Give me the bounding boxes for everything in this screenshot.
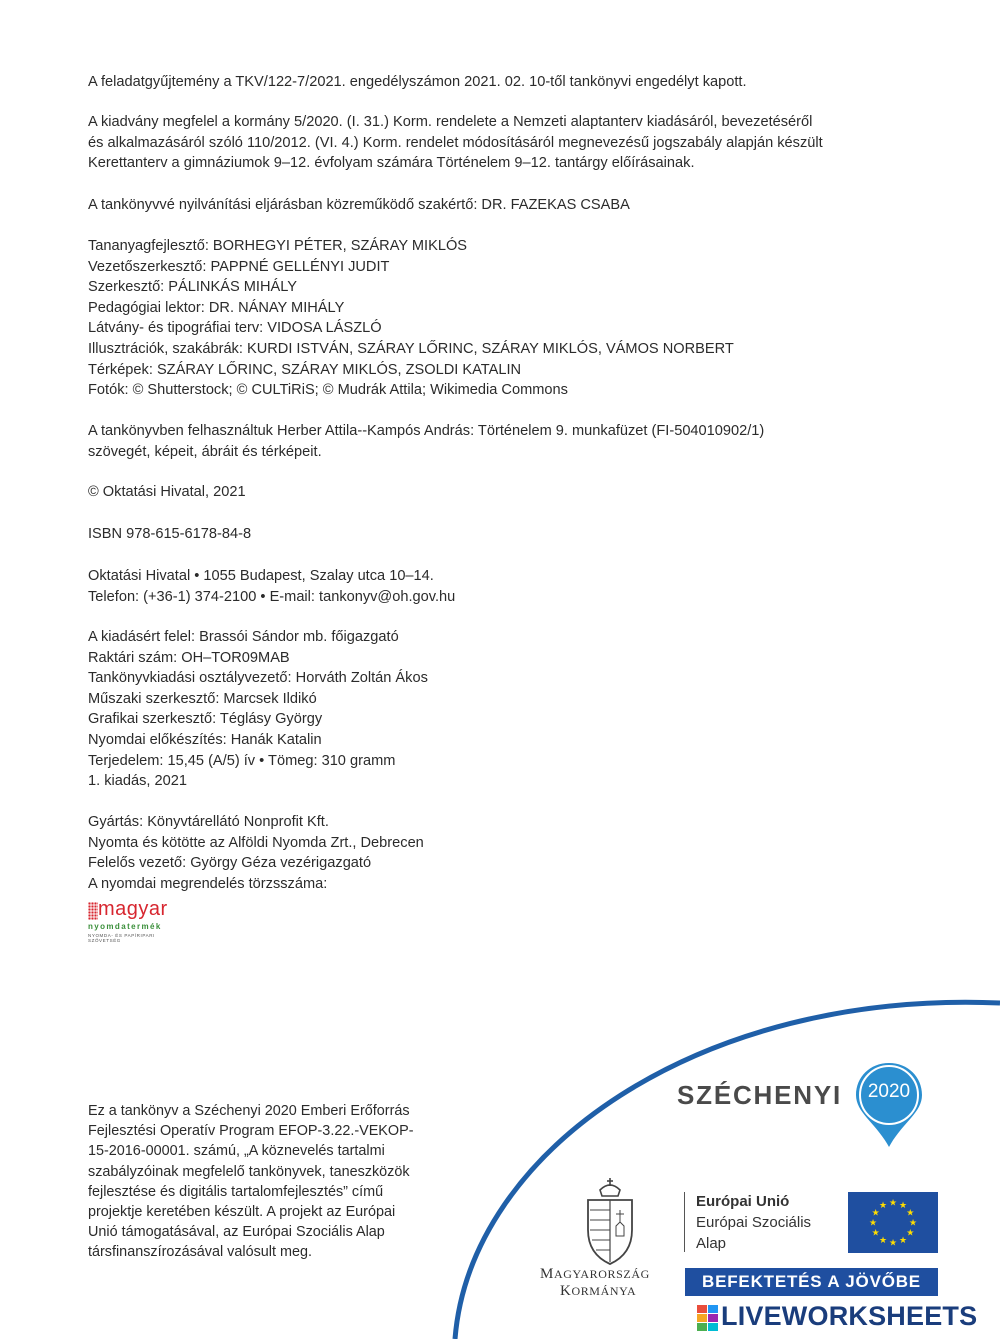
publisher-block <box>88 627 428 792</box>
liveworksheets-text: LIVEWORKSHEETS <box>721 1301 978 1331</box>
credit-line: Pedagógiai lektor: DR. NÁNAY MIHÁLY <box>88 299 345 316</box>
expert-text: A tankönyvvé nyilvánítási eljárásban közreműködő szakértő: DR. FAZEKAS CSABA <box>88 197 630 213</box>
hungarian-crest-icon <box>580 1176 640 1266</box>
eu-fund-line: Alap <box>696 1235 727 1252</box>
eu-star-icon: ★ <box>871 1207 880 1218</box>
credit-line: Vezetőszerkesztő: PAPPNÉ GELLÉNYI JUDIT <box>88 258 390 275</box>
source-line: A tankönyvben felhasználtuk Herber Attila--Kampós András: Történelem 9. munkafüzet (FI-504010902/1) <box>88 423 765 439</box>
printing-line: Nyomta és kötötte az Alföldi Nyomda Zrt., Debrecen <box>88 834 424 851</box>
eu-star-icon: ★ <box>871 1227 880 1238</box>
liveworksheets-icon <box>697 1305 719 1331</box>
eu-star-icon: ★ <box>878 1200 888 1211</box>
copyright <box>88 482 246 503</box>
eu-star-icon: ★ <box>888 1197 898 1208</box>
funding-line: 15-2016-00001. számú, „A köznevelés tartalmi <box>88 1143 385 1160</box>
eu-star-icon: ★ <box>898 1234 908 1245</box>
eu-flag-icon <box>848 1192 938 1253</box>
invest-in-future-banner: BEFEKTETÉS A JÖVŐBE <box>685 1268 938 1296</box>
credit-line: Térképek: SZÁRAY LŐRINC, SZÁRAY MIKLÓS, ZSOLDI KATALIN <box>88 361 522 378</box>
credit-line: Illusztrációk, szakábrák: KURDI ISTVÁN, SZÁRAY LŐRINC, SZÁRAY MIKLÓS, VÁMOS NORBERT <box>88 340 734 357</box>
address-line: Telefon: (+36-1) 374-2100 • E-mail: tankonyv@oh.gov.hu <box>88 588 456 605</box>
szechenyi-pin-icon <box>854 1061 924 1149</box>
conformity-line: és alkalmazásáról szóló 110/2012. (VI. 4.) Korm. rendelet módosításáról megnevezésű jogszabály alapján készült <box>88 134 823 151</box>
eu-star-icon: ★ <box>908 1217 918 1228</box>
printing-line: Felelős vezető: György Géza vezérigazgató <box>88 855 372 872</box>
funding-line: Fejlesztési Operatív Program EFOP-3.22.-VEKOP- <box>88 1123 414 1140</box>
szechenyi-year: 2020 <box>867 1081 911 1102</box>
magyar-logo-tiny: NYOMDA- ÉS PAPÍRIPARI SZÖVETSÉG <box>88 933 155 943</box>
eu-title: Európai Unió <box>696 1193 790 1210</box>
publisher-line: Nyomdai előkészítés: Hanák Katalin <box>88 731 322 748</box>
printing-line: Gyártás: Könyvtárellátó Nonprofit Kft. <box>88 814 329 830</box>
eu-fund-line: Európai Szociális <box>696 1214 812 1231</box>
isbn-text: ISBN 978-615-6178-84-8 <box>88 526 252 542</box>
publisher-line: Raktári szám: OH–TOR09MAB <box>88 649 290 666</box>
printing-block <box>88 812 424 894</box>
publisher-line: Grafikai szerkesztő: Téglásy György <box>88 711 323 728</box>
publisher-line: Műszaki szerkesztő: Marcsek Ildikó <box>88 690 317 707</box>
isbn <box>88 524 251 545</box>
funding-line: szabályzóinak megfelelő tankönyvek, taneszközök <box>88 1163 410 1180</box>
publisher-line: 1. kiadás, 2021 <box>88 773 187 790</box>
szechenyi-logo-text: SZÉCHENYI <box>677 1080 843 1110</box>
publisher-line: Tankönyvkiadási osztályvezető: Horváth Zoltán Ákos <box>88 670 428 687</box>
eu-star-icon: ★ <box>906 1207 915 1218</box>
gov-line2-rest: ORMÁNYA <box>571 1284 637 1298</box>
printing-line: A nyomdai megrendelés törzsszáma: <box>88 875 328 892</box>
credit-line: Szerkesztő: PÁLINKÁS MIHÁLY <box>88 279 297 296</box>
dot-grid-icon <box>88 902 98 920</box>
gov-line1-initial: M <box>540 1266 554 1282</box>
funding-line: fejlesztése és digitális tartalomfejlesztés” című <box>88 1183 384 1200</box>
publisher-line: A kiadásért felel: Brassói Sándor mb. főigazgató <box>88 629 399 645</box>
publisher-line: Terjedelem: 15,45 (A/5) ív • Tömeg: 310 gramm <box>88 752 396 769</box>
eu-star-icon: ★ <box>868 1217 878 1228</box>
magyar-logo-sub: nyomdatermék <box>88 922 162 931</box>
funding-paragraph <box>88 1101 468 1263</box>
credit-line: Látvány- és tipográfiai terv: VIDOSA LÁSZLÓ <box>88 320 382 337</box>
magyar-nyomdatermek-logo <box>88 898 188 942</box>
expert-paragraph <box>88 195 630 216</box>
approval-text: A feladatgyűjtemény a TKV/122-7/2021. engedélyszámon 2021. 02. 10-től tankönyvi engedélyt kapott. <box>88 74 747 90</box>
funding-line: projektje keretében készült. A projekt az Európai <box>88 1204 396 1221</box>
eu-divider <box>684 1192 685 1252</box>
gov-line2-initial: K <box>560 1283 572 1299</box>
credit-line: Tananyagfejlesztő: BORHEGYI PÉTER, SZÁRAY MIKLÓS <box>88 238 468 254</box>
funding-line: társfinanszírozásával valósult meg. <box>88 1244 312 1261</box>
approval-paragraph <box>88 72 747 93</box>
address-line: Oktatási Hivatal • 1055 Budapest, Szalay utca 10–14. <box>88 568 434 584</box>
funding-line: Ez a tankönyv a Széchenyi 2020 Emberi Erőforrás <box>88 1103 410 1119</box>
government-name-line2 <box>560 1283 636 1300</box>
conformity-paragraph <box>88 112 823 174</box>
gov-line1-rest: AGYARORSZÁG <box>553 1267 650 1281</box>
credits-list <box>88 236 734 401</box>
eu-star-icon: ★ <box>898 1200 908 1211</box>
address-block <box>88 566 455 607</box>
eu-star-icon: ★ <box>906 1227 915 1238</box>
conformity-line: Kerettanterv a gimnáziumok 9–12. évfolyam számára Történelem 9–12. tantárgy előírásainak. <box>88 155 695 172</box>
credit-line: Fotók: © Shutterstock; © CULTiRiS; © Mudrák Attila; Wikimedia Commons <box>88 382 568 399</box>
eu-star-icon: ★ <box>878 1234 888 1245</box>
magyar-logo-word: magyar <box>98 898 168 920</box>
government-name-line1 <box>540 1266 650 1283</box>
conformity-line: A kiadvány megfelel a kormány 5/2020. (I. 31.) Korm. rendelete a Nemzeti alaptanterv kiadásáról, bevezetéséről <box>88 114 813 130</box>
source-paragraph <box>88 421 764 462</box>
eu-star-icon: ★ <box>888 1237 898 1248</box>
funding-line: Unió támogatásával, az Európai Szociális Alap <box>88 1224 385 1241</box>
copyright-text: © Oktatási Hivatal, 2021 <box>88 484 246 500</box>
source-line: szövegét, képeit, ábráit és térképeit. <box>88 443 322 460</box>
